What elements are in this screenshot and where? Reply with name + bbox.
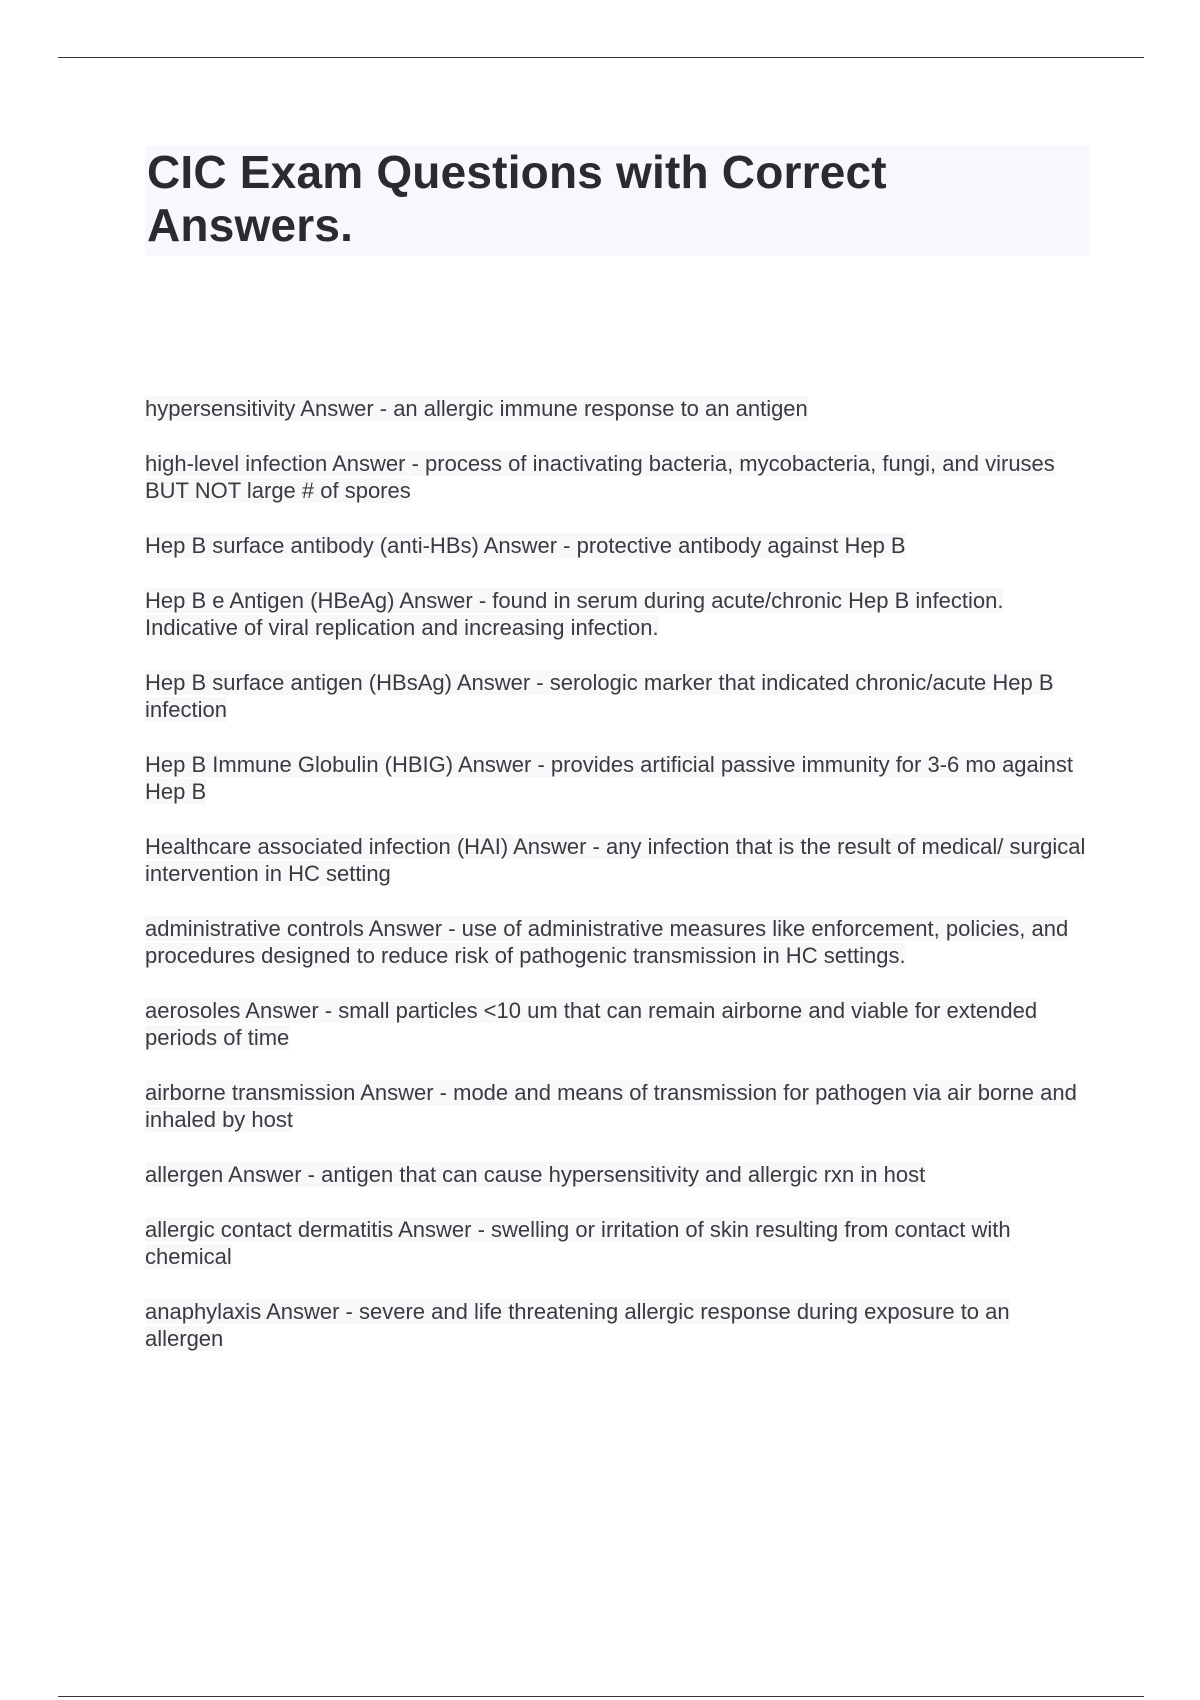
entry-healthcare-associated-infection <box>145 833 1090 887</box>
entry-aerosoles <box>145 997 1090 1051</box>
entry-hep-b-e-antigen <box>145 587 1090 641</box>
entry-high-level-infection <box>145 450 1090 504</box>
title-block <box>145 146 1089 256</box>
entry-text: administrative controls Answer - use of administrative measures like enforcement, policies, and procedures designed to reduce risk of pathogenic transmission in HC settings. <box>145 916 1069 968</box>
entry-text: Hep B e Antigen (HBeAg) Answer - found in serum during acute/chronic Hep B infection. Indicative of viral replication and increasing infection. <box>145 588 1004 640</box>
entry-text: aerosoles Answer - small particles <10 um that can remain airborne and viable for extended periods of time <box>145 998 1038 1050</box>
bottom-rule <box>58 1696 1144 1697</box>
entry-text: allergen Answer - antigen that can cause hypersensitivity and allergic rxn in host <box>145 1162 926 1187</box>
entry-text: high-level infection Answer - process of inactivating bacteria, mycobacteria, fungi, and viruses BUT NOT large # of spores <box>145 451 1055 503</box>
top-rule <box>58 57 1144 58</box>
entry-hypersensitivity <box>145 395 1090 422</box>
entry-text: anaphylaxis Answer - severe and life threatening allergic response during exposure to an allergen <box>145 1299 1010 1351</box>
entry-text: Hep B surface antibody (anti-HBs) Answer - protective antibody against Hep B <box>145 533 906 558</box>
entry-hep-b-surface-antigen <box>145 669 1090 723</box>
entry-administrative-controls <box>145 915 1090 969</box>
entry-text: airborne transmission Answer - mode and means of transmission for pathogen via air borne and inhaled by host <box>145 1080 1077 1132</box>
entry-allergic-contact-dermatitis <box>145 1216 1090 1270</box>
entry-text: hypersensitivity Answer - an allergic immune response to an antigen <box>145 396 808 421</box>
entry-anaphylaxis <box>145 1298 1090 1352</box>
entry-hep-b-immune-globulin <box>145 751 1090 805</box>
document-title: CIC Exam Questions with Correct Answers. <box>147 146 887 251</box>
entry-airborne-transmission <box>145 1079 1090 1133</box>
entry-text: Hep B Immune Globulin (HBIG) Answer - provides artificial passive immunity for 3-6 mo against Hep B <box>145 752 1074 804</box>
entry-text: allergic contact dermatitis Answer - swelling or irritation of skin resulting from contact with chemical <box>145 1217 1011 1269</box>
entry-text: Hep B surface antigen (HBsAg) Answer - serologic marker that indicated chronic/acute Hep B infection <box>145 670 1054 722</box>
entry-text: Healthcare associated infection (HAI) Answer - any infection that is the result of medical/ surgical intervention in HC setting <box>145 834 1086 886</box>
entry-allergen <box>145 1161 1090 1188</box>
entry-hep-b-surface-antibody <box>145 532 1090 559</box>
entry-list <box>145 395 1090 1380</box>
